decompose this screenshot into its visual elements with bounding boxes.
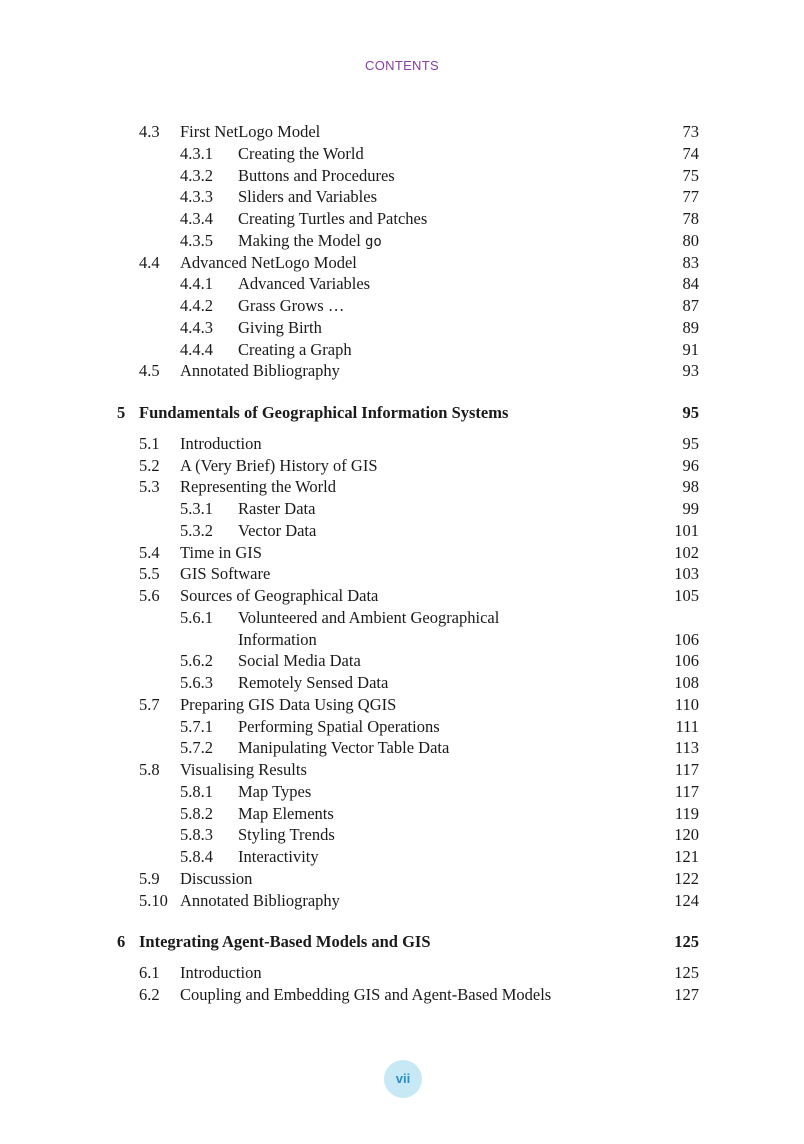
- toc-entry-title: [180, 542, 262, 564]
- toc-entry-title-text: Map Types: [238, 781, 312, 801]
- toc-section-row: [0, 868, 804, 890]
- toc-entry-title-text: Grass Grows …: [238, 296, 345, 315]
- toc-entry-title-text: GIS Software: [180, 564, 271, 584]
- toc-section-row: [0, 433, 804, 455]
- toc-entry-title: [238, 273, 370, 295]
- table-of-contents: [0, 121, 804, 1006]
- toc-section-chapter-4: [0, 121, 804, 382]
- toc-subsection-row: [0, 629, 804, 651]
- chapter-number: 5: [117, 403, 126, 422]
- toc-entry-number: 5.3: [139, 477, 160, 497]
- toc-entry-title: [180, 585, 378, 607]
- toc-subsection-row: [0, 230, 804, 252]
- toc-entry-page: 120: [674, 825, 699, 845]
- toc-entry-number: 5.10: [139, 890, 168, 910]
- toc-subsection-row: [0, 846, 804, 868]
- toc-entry-number: 5.8.2: [180, 803, 213, 823]
- toc-entry-number: 5.6.2: [180, 651, 213, 671]
- toc-entry-title-text: A (Very Brief) History of GIS: [180, 455, 378, 475]
- toc-entry-number: 4.4.1: [180, 274, 213, 294]
- toc-entry-title: [238, 650, 361, 672]
- toc-subsection-row: [0, 165, 804, 187]
- toc-entry-title-text: Creating a Graph: [238, 339, 352, 359]
- toc-entry-title: [238, 339, 352, 361]
- toc-entry-number: 5.4: [139, 542, 160, 562]
- toc-entry-page: 96: [682, 455, 699, 475]
- chapter-heading-5: [0, 402, 804, 424]
- toc-entry-page: 95: [682, 433, 699, 453]
- toc-entry-number: 5.7.2: [180, 738, 213, 758]
- toc-entry-page: 122: [674, 868, 699, 888]
- toc-entry-title-text: Creating the World: [238, 143, 364, 163]
- toc-entry-number: 4.3.2: [180, 165, 213, 185]
- toc-entry-title: [180, 455, 378, 477]
- toc-entry-number: 4.3.1: [180, 143, 213, 163]
- chapter-title: Integrating Agent-Based Models and GIS: [139, 932, 431, 952]
- toc-entry-page: 78: [682, 209, 699, 228]
- toc-entry-number: 4.3.5: [180, 230, 213, 250]
- toc-subsection-row: [0, 317, 804, 339]
- toc-entry-title: [180, 759, 307, 781]
- toc-entry-title-text: Volunteered and Ambient Geographical: [238, 607, 500, 627]
- toc-entry-title: [238, 186, 377, 208]
- toc-entry-page: 84: [682, 274, 699, 294]
- toc-entry-page: 87: [682, 296, 699, 315]
- toc-entry-title: [238, 143, 364, 165]
- toc-section-row: [0, 984, 804, 1006]
- toc-entry-title: [238, 498, 315, 520]
- toc-entry-page: 89: [682, 317, 699, 337]
- toc-entry-title: [180, 694, 396, 716]
- toc-entry-page: 110: [674, 694, 699, 714]
- toc-entry-page: 103: [674, 564, 699, 584]
- toc-subsection-row: [0, 824, 804, 846]
- toc-entry-page: 99: [682, 499, 699, 518]
- toc-entry-page: 125: [674, 963, 699, 982]
- toc-entry-page: 102: [674, 542, 699, 562]
- toc-entry-number: 5.8: [139, 760, 160, 779]
- chapter-page: 125: [674, 932, 699, 952]
- toc-entry-page: 98: [682, 477, 699, 497]
- toc-entry-title: [180, 433, 262, 455]
- toc-entry-number: 4.4: [139, 252, 160, 272]
- toc-entry-title: [180, 252, 357, 274]
- toc-entry-number: 5.8.3: [180, 825, 213, 845]
- toc-entry-title: [238, 846, 319, 868]
- toc-entry-title-text: Buttons and Procedures: [238, 165, 395, 185]
- toc-entry-page: 105: [674, 586, 699, 605]
- toc-entry-number: 4.4.4: [180, 339, 213, 359]
- toc-entry-title-text: Vector Data: [238, 520, 317, 540]
- toc-entry-title-text: Map Elements: [238, 803, 334, 823]
- toc-entry-title: [238, 737, 449, 759]
- toc-entry-title-text: Discussion: [180, 868, 253, 888]
- toc-entry-title: [238, 208, 427, 230]
- toc-entry-title: [180, 121, 320, 143]
- toc-entry-page: 111: [675, 716, 699, 736]
- toc-entry-number: 6.1: [139, 963, 160, 982]
- toc-entry-title-text: Introduction: [180, 963, 262, 982]
- toc-entry-number: 5.7.1: [180, 716, 213, 736]
- toc-entry-title-text: Annotated Bibliography: [180, 361, 340, 381]
- toc-entry-page: 80: [682, 230, 699, 250]
- toc-entry-page: 75: [682, 165, 699, 185]
- running-head: CONTENTS: [365, 58, 439, 73]
- toc-entry-number: 4.3: [139, 122, 160, 141]
- toc-section-row: [0, 962, 804, 984]
- toc-entry-title: [180, 563, 270, 585]
- toc-entry-title-text: Advanced Variables: [238, 274, 371, 294]
- toc-section-row: [0, 252, 804, 274]
- toc-subsection-row: [0, 339, 804, 361]
- chapter-number: 6: [117, 932, 126, 952]
- toc-entry-title: [238, 672, 388, 694]
- toc-subsection-row: [0, 520, 804, 542]
- toc-entry-title: [238, 824, 335, 846]
- toc-entry-page: 106: [674, 651, 699, 671]
- toc-subsection-row: [0, 737, 804, 759]
- toc-entry-title: [180, 868, 252, 890]
- toc-section-row: [0, 121, 804, 143]
- toc-entry-title-text: Styling Trends: [238, 825, 335, 845]
- toc-entry-title: [238, 803, 334, 825]
- toc-subsection-row: [0, 607, 804, 629]
- toc-entry-code: go: [364, 233, 382, 250]
- toc-entry-title: [238, 607, 499, 629]
- toc-entry-title-text: Visualising Results: [180, 760, 307, 779]
- toc-entry-title: [180, 984, 551, 1006]
- chapter-title: Fundamentals of Geographical Information Systems: [139, 403, 509, 422]
- toc-entry-title-text: Sources of Geographical Data: [180, 586, 379, 605]
- chapter-page: 95: [682, 403, 699, 422]
- toc-entry-number: 5.8.1: [180, 781, 213, 801]
- toc-entry-page: 117: [674, 760, 699, 779]
- toc-entry-page: 113: [674, 738, 699, 758]
- toc-section-row: [0, 694, 804, 716]
- toc-entry-number: 5.6.1: [180, 607, 213, 627]
- toc-entry-title: [180, 962, 262, 984]
- toc-entry-title-text: Sliders and Variables: [238, 187, 378, 207]
- toc-subsection-row: [0, 716, 804, 738]
- toc-entry-page: 121: [674, 847, 699, 866]
- toc-entry-title-text: Time in GIS: [180, 542, 262, 562]
- toc-entry-page: 119: [674, 803, 699, 823]
- toc-entry-number: 5.5: [139, 564, 160, 584]
- toc-subsection-row: [0, 803, 804, 825]
- toc-entry-title-text: Interactivity: [238, 847, 319, 866]
- toc-entry-number: 4.5: [139, 361, 160, 381]
- toc-entry-title-text: Manipulating Vector Table Data: [238, 738, 450, 758]
- toc-entry-page: 91: [682, 339, 699, 359]
- toc-subsection-row: [0, 295, 804, 317]
- toc-entry-number: 5.3.2: [180, 520, 213, 540]
- toc-entry-title: [238, 629, 317, 651]
- toc-entry-title-text: Raster Data: [238, 499, 316, 518]
- toc-entry-page: 117: [674, 781, 699, 801]
- toc-section-row: [0, 360, 804, 382]
- toc-subsection-row: [0, 781, 804, 803]
- toc-entry-page: 73: [682, 122, 699, 141]
- toc-entry-title: [180, 890, 340, 912]
- toc-entry-title-text: Coupling and Embedding GIS and Agent-Based Models: [180, 984, 552, 1004]
- toc-entry-page: 108: [674, 673, 699, 692]
- toc-section-row: [0, 542, 804, 564]
- toc-entry-number: 4.4.3: [180, 317, 213, 337]
- toc-entry-title-text: Annotated Bibliography: [180, 890, 340, 910]
- toc-entry-title: [238, 716, 440, 738]
- toc-subsection-row: [0, 672, 804, 694]
- toc-entry-number: 5.9: [139, 868, 160, 888]
- toc-section-row: [0, 455, 804, 477]
- toc-entry-page: 101: [674, 520, 699, 540]
- toc-entry-title: [238, 520, 316, 542]
- toc-entry-page: 124: [674, 890, 699, 910]
- toc-section-row: [0, 890, 804, 912]
- toc-entry-title: [238, 295, 344, 317]
- toc-entry-title-text: Representing the World: [180, 477, 337, 497]
- toc-entry-page: 74: [682, 143, 699, 163]
- toc-entry-title-text: Introduction: [180, 433, 262, 453]
- toc-subsection-row: [0, 650, 804, 672]
- toc-entry-number: 5.8.4: [180, 847, 213, 866]
- toc-entry-title-text: Performing Spatial Operations: [238, 716, 440, 736]
- toc-section-row: [0, 585, 804, 607]
- toc-entry-title-text: Giving Birth: [238, 317, 322, 337]
- toc-entry-number: 5.6.3: [180, 673, 213, 692]
- toc-entry-title: [238, 317, 322, 339]
- toc-entry-number: 4.3.4: [180, 209, 213, 228]
- page-number-badge: vii: [384, 1060, 422, 1098]
- toc-entry-title: [238, 165, 395, 187]
- toc-entry-number: 5.6: [139, 586, 160, 605]
- toc-entry-title-text: Information: [238, 629, 317, 649]
- chapter-heading-6: [0, 931, 804, 953]
- toc-entry-page: 106: [674, 629, 699, 649]
- toc-entry-title-text: Remotely Sensed Data: [238, 673, 389, 692]
- toc-entry-number: 6.2: [139, 984, 160, 1004]
- toc-section-row: [0, 476, 804, 498]
- toc-subsection-row: [0, 273, 804, 295]
- toc-entry-title: [238, 781, 311, 803]
- toc-entry-number: 5.7: [139, 694, 160, 714]
- toc-entry-title-text: Making the Model: [238, 230, 365, 250]
- toc-section-row: [0, 563, 804, 585]
- toc-entry-page: 93: [682, 361, 699, 381]
- toc-entry-number: 5.3.1: [180, 499, 213, 518]
- toc-entry-number: 5.1: [139, 433, 160, 453]
- toc-section-chapter-6: [0, 962, 804, 1006]
- toc-entry-page: 127: [674, 984, 699, 1004]
- toc-section-row: [0, 759, 804, 781]
- toc-entry-page: 83: [682, 252, 699, 272]
- toc-entry-title: [238, 230, 382, 254]
- toc-entry-title-text: First NetLogo Model: [180, 122, 321, 141]
- toc-entry-page: 77: [682, 187, 699, 207]
- toc-subsection-row: [0, 186, 804, 208]
- toc-subsection-row: [0, 498, 804, 520]
- toc-entry-number: 5.2: [139, 455, 160, 475]
- toc-entry-title-text: Social Media Data: [238, 651, 361, 671]
- toc-entry-title: [180, 476, 336, 498]
- toc-entry-title-text: Creating Turtles and Patches: [238, 209, 428, 228]
- toc-subsection-row: [0, 143, 804, 165]
- toc-entry-number: 4.3.3: [180, 187, 213, 207]
- toc-entry-title-text: Advanced NetLogo Model: [180, 252, 357, 272]
- toc-entry-number: 4.4.2: [180, 296, 213, 315]
- toc-subsection-row: [0, 208, 804, 230]
- toc-entry-title-text: Preparing GIS Data Using QGIS: [180, 694, 397, 714]
- toc-entry-title: [180, 360, 340, 382]
- toc-section-chapter-5: [0, 433, 804, 912]
